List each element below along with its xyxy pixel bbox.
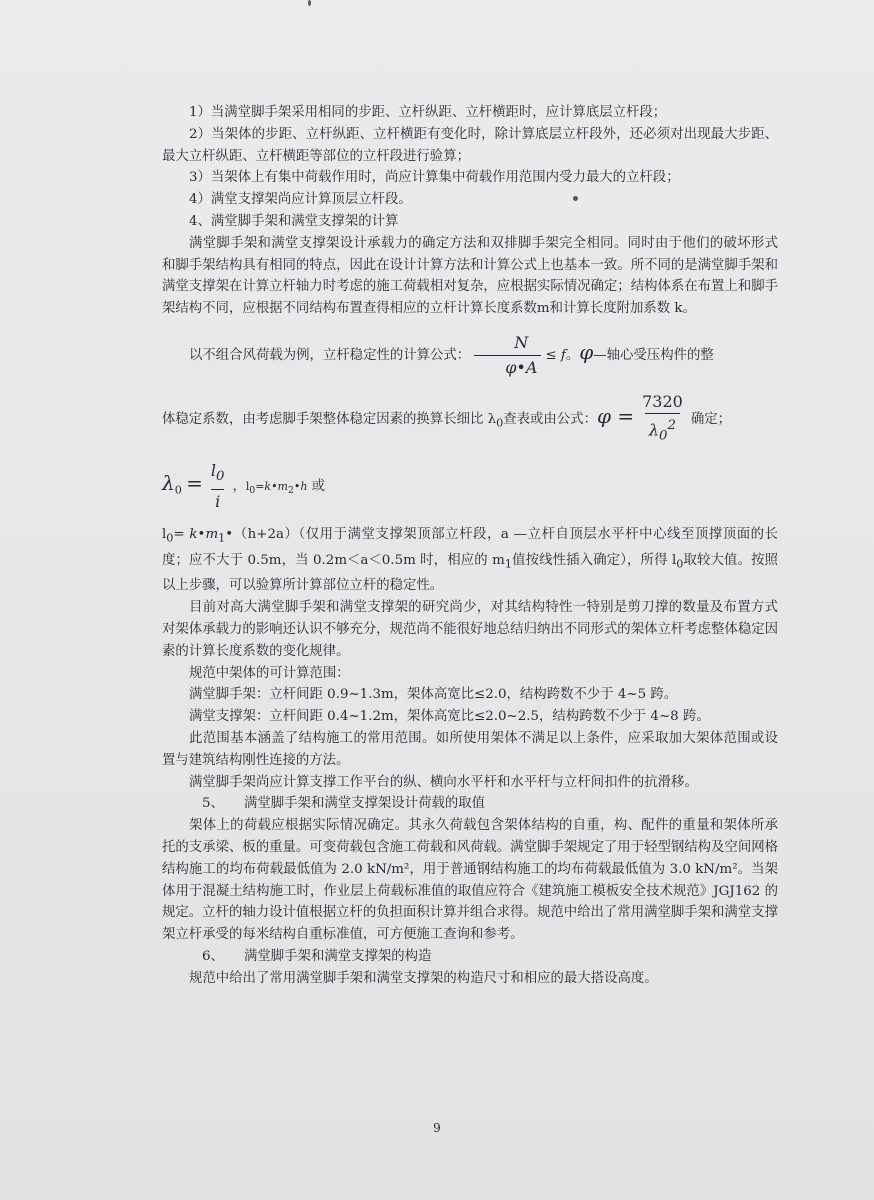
paragraph: 规范中给出了常用满堂脚手架和满堂支撑架的构造尺寸和相应的最大搭设高度。 — [189, 970, 658, 986]
scan-speck — [308, 0, 311, 6]
or-text: 或 — [307, 478, 326, 494]
numerator: N — [514, 332, 529, 352]
punct: 。 — [565, 347, 580, 363]
paragraph: 规范中架体的可计算范围： — [189, 665, 350, 681]
subscript: 1 — [504, 557, 512, 571]
lambda: λ — [648, 420, 660, 440]
subscript: 0 — [215, 468, 225, 484]
equals: = — [186, 470, 203, 495]
section-heading: 4、满堂脚手架和满堂支撑架的计算 — [189, 213, 399, 229]
denominator: i — [211, 489, 224, 513]
subscript: 2 — [288, 484, 294, 496]
l: l — [245, 479, 250, 493]
section-heading: 6、 满堂脚手架和满堂支撑架的构造 — [202, 948, 432, 964]
expr: = k•m — [173, 527, 219, 543]
lambda-symbol: λ — [162, 470, 175, 495]
paragraph: 1）当满堂脚手架采用相同的步距、立杆纵距、立杆横距时，应计算底层立杆段； — [189, 105, 667, 120]
lambda-formula-line — [162, 460, 778, 513]
superscript: 2 — [667, 418, 676, 434]
subscript: 0 — [676, 557, 684, 571]
paragraph: 此范围基本涵盖了结构施工的常用范围。如所使用架体不满足以上条件，应采取加大架体范围或设置与建筑结构刚性连接的方法。 — [162, 730, 778, 768]
denominator — [645, 413, 680, 447]
phi-eq: φ = — [596, 403, 635, 428]
numerator: 7320 — [642, 391, 683, 411]
paragraph: 满堂支撑架：立杆间距 0.4~1.2m，架体高宽比≤2.0~2.5，结构跨数不少于 4~8 跨。 — [189, 709, 710, 725]
paragraph — [162, 524, 778, 597]
fraction — [474, 332, 541, 379]
rhs: ≤ f — [545, 347, 566, 363]
phi-symbol: φ — [579, 339, 594, 364]
paragraph: 满堂脚手架尚应计算支撑工作平台的纵、横向水平杆和水平杆与立杆间扣件的抗滑移。 — [189, 774, 698, 790]
fraction — [638, 391, 687, 448]
expr: =k•m — [255, 479, 288, 493]
page-number: 9 — [433, 1121, 441, 1135]
subscript: 0 — [496, 416, 504, 430]
l0-expression — [245, 479, 308, 496]
punct: ， — [232, 478, 246, 494]
formula-text: 以不组合风荷载为例，立杆稳定性的计算公式： — [189, 347, 471, 363]
paragraph: 3）当架体上有集中荷载作用时，尚应计算集中荷载作用范围内受力最大的立杆段； — [189, 170, 680, 186]
paragraph: 目前对高大满堂脚手架和满堂支撑架的研究尚少，对其结构特性一特别是剪刀撑的数量及布置方式对架体承载力的影响还认识不够充分，规范尚不能很好地总结归纳出不同形式的架体立杆考虑整体稳定因素的计算长度系数的变化规律。 — [162, 600, 778, 659]
formula-text: 体稳定系数，由考虑脚手架整体稳定因素的换算长细比 λ — [162, 411, 497, 427]
l: l — [162, 527, 167, 543]
formula-text: 确定； — [690, 411, 731, 427]
text: •（h+2a）（仅用于满堂支撑架顶部立杆段，a —立杆自顶层水平杆中心线至顶撑顶面的长度；应不大于 0.5m，当 0.2m＜a＜0.5m 时，相应的 m — [162, 527, 778, 568]
numerator — [207, 460, 229, 489]
subscript: 1 — [218, 532, 226, 546]
l: l — [210, 460, 216, 480]
stability-formula-line — [162, 332, 778, 379]
expr: •h — [293, 479, 308, 493]
paragraph: 架体上的荷载应根据实际情况确定。其永久荷载包含架体结构的自重，构、配件的重量和架体所承托的支承梁、板的重量。可变荷载包含施工荷载和风荷载。满堂脚手架规定了用于轻型钢结构及空间网格结构施工的均布荷载最低值为 2.0 kN/m²，用于普通钢结构施工的均布荷载最低值为 3.0 kN/m²。当架体用于混凝土结构施工时，作业层上荷载标准值的取值应符合《建筑施工模板安全技术规范》JGJ162 的规定。立杆的轴力设计值根据立杆的负担面积计算并组合求得。规范中给出了常用满堂脚手架和满堂支撑架立杆承受的每米结构自重标准值，可方便施工查询和参考。 — [162, 818, 778, 943]
fraction — [207, 460, 229, 513]
paragraph: 满堂脚手架：立杆间距 0.9~1.3m，架体高宽比≤2.0，结构跨数不少于 4~5 跨。 — [189, 687, 678, 703]
subscript: 0 — [174, 483, 182, 497]
paragraph: 2）当架体的步距、立杆纵距、立杆横距有变化时，除计算底层立杆段外，还必须对出现最大步距、最大立杆纵距、立杆横距等部位的立杆段进行验算； — [162, 126, 778, 164]
subscript: 0 — [166, 532, 174, 546]
text: 取较大值。按照以上步骤，可以验算所计算部位立杆的稳定性。 — [162, 552, 779, 594]
paragraph: 4）满堂支撑架尚应计算顶层立杆段。 — [189, 192, 412, 208]
section-heading: 5、 满堂脚手架和满堂支撑架设计荷载的取值 — [202, 796, 486, 812]
body-text — [162, 102, 778, 990]
text: 值按线性插入确定），所得 l — [511, 552, 677, 568]
subscript: 0 — [249, 484, 256, 496]
phi-formula-line — [162, 391, 778, 448]
subscript: 0 — [659, 428, 668, 444]
formula-text: 查表或由公式： — [503, 411, 597, 427]
formula-text: —轴心受压构件的整 — [593, 347, 714, 363]
paragraph: 满堂脚手架和满堂支撑架设计承载力的确定方法和双排脚手架完全相同。同时由于他们的破坏形式和脚手架结构具有相同的特点，因此在设计计算方法和计算公式上也基本一致。所不同的是满堂脚手架和满堂支撑架在计算立杆轴力时考虑的施工荷载相对复杂，应根据实际情况确定；结构体系在布置上和脚手架结构不同，应根据不同结构布置查得相应的立杆计算长度系数m和计算长度附加系数 k。 — [162, 235, 778, 317]
denominator: φ•A — [474, 355, 541, 379]
